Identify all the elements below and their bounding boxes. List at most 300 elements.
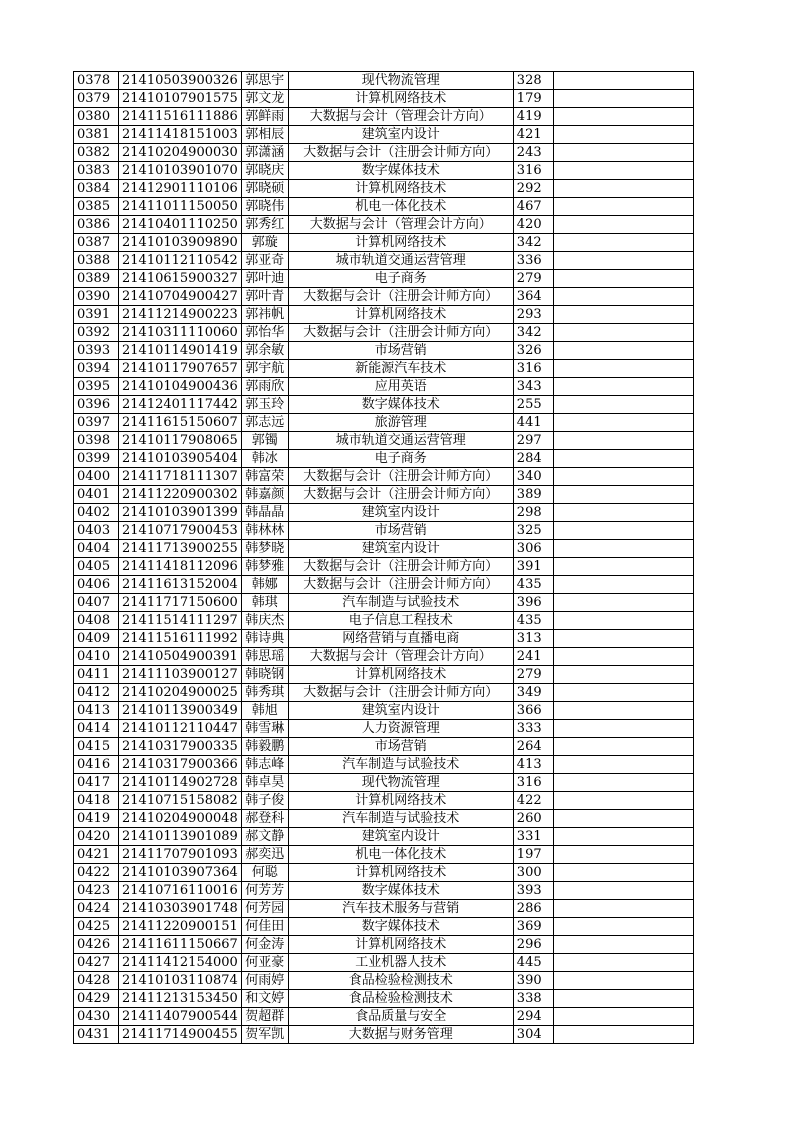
cell-seq: 0395 [74,378,119,396]
cell-exam-id: 21410113901089 [119,828,242,846]
cell-major: 大数据与会计（注册会计师方向） [288,468,513,486]
cell-score: 390 [513,972,553,990]
cell-major: 汽车制造与试验技术 [288,756,513,774]
cell-major: 建筑室内设计 [288,504,513,522]
cell-seq: 0419 [74,810,119,828]
cell-score: 338 [513,990,553,1008]
cell-exam-id: 21410103110874 [119,972,242,990]
cell-note [553,540,693,558]
cell-exam-id: 21411707901093 [119,846,242,864]
cell-note [553,468,693,486]
cell-note [553,990,693,1008]
cell-note [553,144,693,162]
cell-seq: 0385 [74,198,119,216]
cell-name: 韩思瑶 [241,648,288,666]
cell-name: 郭祎帆 [241,306,288,324]
table-row [74,504,694,522]
table-row [74,918,694,936]
cell-note [553,918,693,936]
cell-score: 328 [513,72,553,90]
cell-exam-id: 21411213153450 [119,990,242,1008]
cell-major: 现代物流管理 [288,774,513,792]
cell-name: 韩卓昊 [241,774,288,792]
cell-exam-id: 21411714900455 [119,1026,242,1044]
cell-seq: 0384 [74,180,119,198]
cell-name: 郭晓硕 [241,180,288,198]
cell-name: 韩富荣 [241,468,288,486]
cell-note [553,288,693,306]
cell-note [553,828,693,846]
cell-name: 韩旭 [241,702,288,720]
cell-seq: 0406 [74,576,119,594]
cell-exam-id: 21410303901748 [119,900,242,918]
cell-note [553,684,693,702]
cell-note [553,216,693,234]
table-row [74,396,694,414]
cell-name: 郝奕迅 [241,846,288,864]
cell-exam-id: 21411615150607 [119,414,242,432]
cell-note [553,882,693,900]
cell-seq: 0402 [74,504,119,522]
cell-exam-id: 21410716110016 [119,882,242,900]
cell-name: 郭玉玲 [241,396,288,414]
cell-major: 大数据与财务管理 [288,1026,513,1044]
cell-major: 大数据与会计（注册会计师方向） [288,684,513,702]
cell-major: 工业机器人技术 [288,954,513,972]
cell-exam-id: 21410103901070 [119,162,242,180]
cell-note [553,612,693,630]
table-row [74,306,694,324]
table-row [74,270,694,288]
cell-major: 汽车技术服务与营销 [288,900,513,918]
cell-major: 电子信息工程技术 [288,612,513,630]
cell-seq: 0389 [74,270,119,288]
cell-exam-id: 21410117908065 [119,432,242,450]
cell-score: 298 [513,504,553,522]
cell-score: 364 [513,288,553,306]
cell-score: 286 [513,900,553,918]
cell-major: 人力资源管理 [288,720,513,738]
cell-name: 何聪 [241,864,288,882]
cell-seq: 0401 [74,486,119,504]
cell-exam-id: 21411220900151 [119,918,242,936]
cell-score: 313 [513,630,553,648]
cell-exam-id: 21410503900326 [119,72,242,90]
cell-name: 何金涛 [241,936,288,954]
cell-score: 260 [513,810,553,828]
cell-note [553,306,693,324]
cell-score: 292 [513,180,553,198]
cell-exam-id: 21410114901419 [119,342,242,360]
table-row [74,432,694,450]
cell-name: 韩雪琳 [241,720,288,738]
cell-exam-id: 21410204900030 [119,144,242,162]
cell-name: 何亚豪 [241,954,288,972]
cell-name: 贺超群 [241,1008,288,1026]
cell-note [553,936,693,954]
cell-seq: 0412 [74,684,119,702]
table-row [74,252,694,270]
cell-score: 445 [513,954,553,972]
cell-score: 243 [513,144,553,162]
cell-note [553,90,693,108]
cell-exam-id: 21410107901575 [119,90,242,108]
cell-seq: 0418 [74,792,119,810]
cell-score: 331 [513,828,553,846]
table-row [74,414,694,432]
table-row [74,324,694,342]
cell-name: 郭晓伟 [241,198,288,216]
cell-major: 大数据与会计（注册会计师方向） [288,558,513,576]
cell-score: 279 [513,666,553,684]
cell-seq: 0381 [74,126,119,144]
cell-name: 何芳芳 [241,882,288,900]
cell-exam-id: 21410104900436 [119,378,242,396]
cell-score: 435 [513,612,553,630]
cell-exam-id: 21410112110447 [119,720,242,738]
cell-name: 韩梦雅 [241,558,288,576]
cell-note [553,126,693,144]
cell-seq: 0408 [74,612,119,630]
cell-major: 大数据与会计（注册会计师方向） [288,288,513,306]
cell-major: 机电一体化技术 [288,846,513,864]
cell-name: 郝文静 [241,828,288,846]
cell-score: 393 [513,882,553,900]
cell-seq: 0420 [74,828,119,846]
cell-major: 大数据与会计（管理会计方向） [288,216,513,234]
cell-seq: 0422 [74,864,119,882]
cell-score: 241 [513,648,553,666]
cell-name: 和文婷 [241,990,288,1008]
cell-exam-id: 21411407900544 [119,1008,242,1026]
cell-major: 网络营销与直播电商 [288,630,513,648]
cell-major: 建筑室内设计 [288,702,513,720]
table-row [74,882,694,900]
cell-major: 城市轨道交通运营管理 [288,432,513,450]
table-row [74,378,694,396]
cell-major: 食品检验检测技术 [288,990,513,1008]
cell-score: 340 [513,468,553,486]
cell-seq: 0426 [74,936,119,954]
cell-major: 电子商务 [288,270,513,288]
cell-name: 郭雨欣 [241,378,288,396]
cell-exam-id: 21410317900335 [119,738,242,756]
cell-exam-id: 21412401117442 [119,396,242,414]
cell-exam-id: 21411514111297 [119,612,242,630]
cell-note [553,324,693,342]
cell-exam-id: 21410103901399 [119,504,242,522]
cell-score: 284 [513,450,553,468]
cell-score: 366 [513,702,553,720]
cell-major: 计算机网络技术 [288,234,513,252]
cell-name: 韩志峰 [241,756,288,774]
cell-note [553,648,693,666]
cell-major: 数字媒体技术 [288,396,513,414]
cell-exam-id: 21411516111992 [119,630,242,648]
cell-seq: 0417 [74,774,119,792]
cell-seq: 0411 [74,666,119,684]
cell-note [553,360,693,378]
table-row [74,684,694,702]
cell-major: 食品检验检测技术 [288,972,513,990]
cell-seq: 0399 [74,450,119,468]
cell-score: 326 [513,342,553,360]
cell-exam-id: 21411611150667 [119,936,242,954]
table-row [74,1008,694,1026]
cell-exam-id: 21410113900349 [119,702,242,720]
cell-seq: 0398 [74,432,119,450]
cell-name: 郭怡华 [241,324,288,342]
table-row [74,990,694,1008]
cell-note [553,198,693,216]
cell-seq: 0413 [74,702,119,720]
cell-name: 郭志远 [241,414,288,432]
cell-major: 市场营销 [288,522,513,540]
table-row [74,558,694,576]
cell-note [553,414,693,432]
cell-name: 何芳园 [241,900,288,918]
table-row [74,702,694,720]
cell-note [553,666,693,684]
cell-score: 297 [513,432,553,450]
cell-major: 大数据与会计（注册会计师方向） [288,324,513,342]
cell-major: 应用英语 [288,378,513,396]
cell-score: 421 [513,126,553,144]
table-row [74,108,694,126]
cell-major: 大数据与会计（注册会计师方向） [288,144,513,162]
cell-seq: 0392 [74,324,119,342]
cell-note [553,72,693,90]
cell-exam-id: 21410717900453 [119,522,242,540]
cell-name: 郝登科 [241,810,288,828]
cell-note [553,342,693,360]
cell-major: 数字媒体技术 [288,918,513,936]
cell-seq: 0424 [74,900,119,918]
table-row [74,288,694,306]
table-row [74,468,694,486]
cell-note [553,486,693,504]
cell-note [553,792,693,810]
table-row [74,810,694,828]
cell-name: 何雨婷 [241,972,288,990]
cell-major: 数字媒体技术 [288,882,513,900]
cell-score: 441 [513,414,553,432]
cell-note [553,702,693,720]
cell-major: 汽车制造与试验技术 [288,810,513,828]
cell-score: 304 [513,1026,553,1044]
cell-seq: 0415 [74,738,119,756]
cell-major: 计算机网络技术 [288,792,513,810]
cell-name: 韩诗典 [241,630,288,648]
cell-exam-id: 21411516111886 [119,108,242,126]
cell-major: 计算机网络技术 [288,936,513,954]
cell-seq: 0397 [74,414,119,432]
cell-score: 342 [513,324,553,342]
table-row [74,576,694,594]
cell-major: 大数据与会计（注册会计师方向） [288,576,513,594]
cell-major: 食品质量与安全 [288,1008,513,1026]
cell-score: 255 [513,396,553,414]
cell-seq: 0410 [74,648,119,666]
cell-exam-id: 21411103900127 [119,666,242,684]
table-row [74,1026,694,1044]
admission-list-table [73,71,694,1044]
table-row [74,774,694,792]
cell-seq: 0390 [74,288,119,306]
cell-note [553,864,693,882]
cell-name: 韩冰 [241,450,288,468]
cell-seq: 0425 [74,918,119,936]
cell-score: 349 [513,684,553,702]
cell-major: 计算机网络技术 [288,180,513,198]
table-row [74,522,694,540]
cell-exam-id: 21410401110250 [119,216,242,234]
cell-name: 郭镯 [241,432,288,450]
cell-score: 294 [513,1008,553,1026]
table-row [74,846,694,864]
cell-seq: 0409 [74,630,119,648]
cell-note [553,630,693,648]
table-row [74,738,694,756]
cell-name: 韩琪 [241,594,288,612]
cell-major: 电子商务 [288,450,513,468]
cell-note [553,756,693,774]
cell-name: 郭秀红 [241,216,288,234]
cell-note [553,108,693,126]
cell-seq: 0414 [74,720,119,738]
cell-score: 316 [513,774,553,792]
cell-major: 现代物流管理 [288,72,513,90]
cell-exam-id: 21410114902728 [119,774,242,792]
cell-seq: 0427 [74,954,119,972]
cell-name: 韩毅鹏 [241,738,288,756]
cell-note [553,252,693,270]
cell-score: 422 [513,792,553,810]
table-body [74,72,694,1044]
cell-exam-id: 21410311110060 [119,324,242,342]
cell-score: 293 [513,306,553,324]
table-row [74,954,694,972]
cell-major: 大数据与会计（注册会计师方向） [288,486,513,504]
cell-seq: 0387 [74,234,119,252]
cell-exam-id: 21411717150600 [119,594,242,612]
cell-score: 300 [513,864,553,882]
cell-major: 旅游管理 [288,414,513,432]
cell-seq: 0416 [74,756,119,774]
cell-note [553,594,693,612]
cell-name: 郭文龙 [241,90,288,108]
cell-exam-id: 21410615900327 [119,270,242,288]
cell-note [553,846,693,864]
cell-seq: 0423 [74,882,119,900]
cell-note [553,522,693,540]
cell-score: 389 [513,486,553,504]
cell-seq: 0393 [74,342,119,360]
cell-exam-id: 21411418151003 [119,126,242,144]
table-row [74,144,694,162]
cell-major: 计算机网络技术 [288,306,513,324]
cell-score: 419 [513,108,553,126]
cell-seq: 0404 [74,540,119,558]
cell-score: 264 [513,738,553,756]
cell-major: 城市轨道交通运营管理 [288,252,513,270]
cell-name: 韩晓钢 [241,666,288,684]
cell-exam-id: 21410112110542 [119,252,242,270]
cell-major: 建筑室内设计 [288,540,513,558]
cell-seq: 0396 [74,396,119,414]
cell-name: 贺军凯 [241,1026,288,1044]
cell-exam-id: 21411613152004 [119,576,242,594]
cell-name: 郭余敏 [241,342,288,360]
cell-major: 计算机网络技术 [288,90,513,108]
table-row [74,216,694,234]
table-row [74,450,694,468]
cell-major: 市场营销 [288,738,513,756]
cell-major: 建筑室内设计 [288,828,513,846]
cell-name: 郭亚奇 [241,252,288,270]
cell-name: 韩秀琪 [241,684,288,702]
cell-name: 何佳田 [241,918,288,936]
table-row [74,666,694,684]
cell-exam-id: 21411214900223 [119,306,242,324]
cell-major: 新能源汽车技术 [288,360,513,378]
cell-exam-id: 21410504900391 [119,648,242,666]
cell-major: 计算机网络技术 [288,864,513,882]
cell-note [553,1008,693,1026]
cell-note [553,954,693,972]
cell-note [553,396,693,414]
cell-name: 韩梦晓 [241,540,288,558]
cell-score: 369 [513,918,553,936]
cell-note [553,720,693,738]
cell-exam-id: 21410317900366 [119,756,242,774]
cell-major: 机电一体化技术 [288,198,513,216]
cell-major: 汽车制造与试验技术 [288,594,513,612]
cell-note [553,900,693,918]
cell-score: 316 [513,360,553,378]
cell-seq: 0403 [74,522,119,540]
cell-name: 郭叶迪 [241,270,288,288]
table-row [74,342,694,360]
cell-score: 296 [513,936,553,954]
cell-name: 韩庆杰 [241,612,288,630]
table-row [74,756,694,774]
table-row [74,972,694,990]
table-row [74,486,694,504]
table-row [74,936,694,954]
cell-seq: 0394 [74,360,119,378]
table-row [74,72,694,90]
cell-exam-id: 21412901110106 [119,180,242,198]
cell-seq: 0430 [74,1008,119,1026]
cell-name: 韩娜 [241,576,288,594]
cell-seq: 0391 [74,306,119,324]
cell-seq: 0421 [74,846,119,864]
cell-score: 343 [513,378,553,396]
cell-exam-id: 21410103909890 [119,234,242,252]
cell-name: 韩林林 [241,522,288,540]
table-row [74,630,694,648]
table-row [74,648,694,666]
cell-exam-id: 21410704900427 [119,288,242,306]
cell-score: 306 [513,540,553,558]
table-row [74,612,694,630]
cell-name: 郭晓庆 [241,162,288,180]
cell-seq: 0383 [74,162,119,180]
cell-note [553,738,693,756]
table-row [74,90,694,108]
cell-name: 韩嘉颜 [241,486,288,504]
